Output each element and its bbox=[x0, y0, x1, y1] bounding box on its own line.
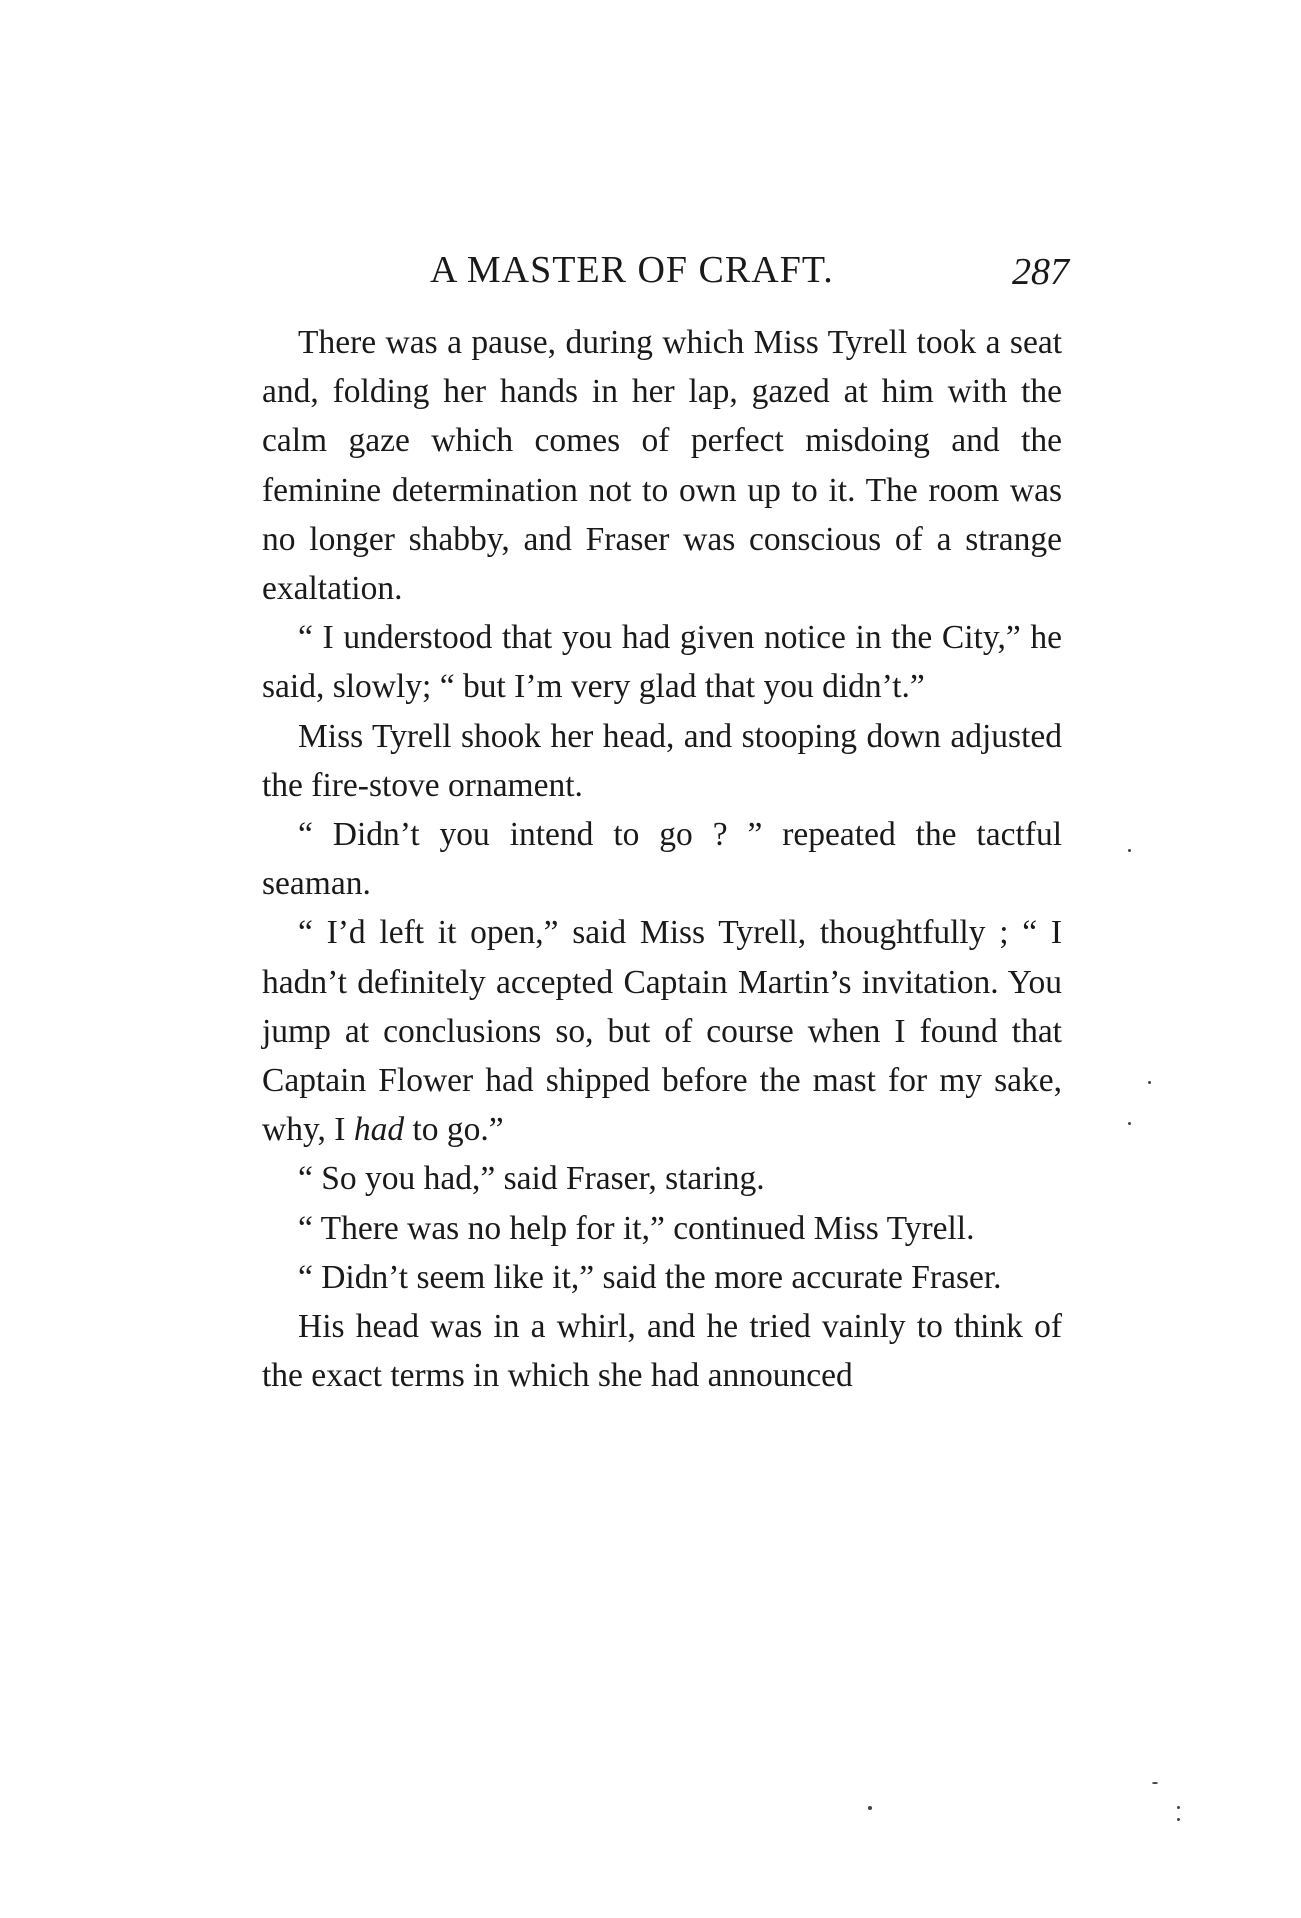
paragraph-text: His head was in a whirl, and he tried vainly to think of the exact terms in which she had announced bbox=[262, 1308, 1062, 1395]
scan-speck bbox=[1128, 849, 1131, 852]
paragraph-text: to go.” bbox=[404, 1111, 504, 1149]
paragraph-text: “ Didn’t seem like it,” said the more accurate Fraser. bbox=[298, 1258, 1002, 1296]
paragraph bbox=[262, 908, 1062, 1154]
paragraph-text: There was a pause, during which Miss Tyrell took a seat and, folding her hands in her lap, gazed at him with the calm gaze which comes of perfect misdoing and the feminine determination not to own up to it. The room was no longer shabby, and Fraser was conscious of a strange exaltation. bbox=[262, 324, 1062, 608]
paragraph-text: “ There was no help for it,” continued Miss Tyrell. bbox=[298, 1209, 975, 1247]
page-number: 287 bbox=[1012, 251, 1069, 293]
scan-speck bbox=[1177, 1818, 1180, 1821]
running-head bbox=[0, 245, 1301, 295]
paragraph-text: “ Didn’t you intend to go ? ” repeated the tactful seaman. bbox=[262, 816, 1062, 903]
paragraph bbox=[262, 1154, 1062, 1203]
scan-speck bbox=[1148, 1081, 1151, 1084]
scan-speck bbox=[1128, 1122, 1131, 1125]
emphasized-word: had bbox=[353, 1111, 405, 1149]
scan-speck bbox=[1177, 1806, 1180, 1809]
paragraph bbox=[262, 613, 1062, 711]
paragraph-text: “ I’d left it open,” said Miss Tyrell, thoughtfully ; “ I hadn’t definitely accepted Captain Martin’s invitation. You jump at conclusions so, but of course when I found that Captain Flower had shipped before the mast for my sake, why, I bbox=[262, 914, 1062, 1149]
paragraph bbox=[262, 810, 1062, 908]
paragraph-text: Miss Tyrell shook her head, and stooping down adjusted the fire-stove ornament. bbox=[262, 717, 1062, 804]
running-title: A MASTER OF CRAFT. bbox=[430, 249, 834, 291]
paragraph bbox=[262, 1253, 1062, 1302]
paragraph-text: “ I understood that you had given notice in the City,” he said, slowly; “ but I’m very glad that you didn’t.” bbox=[262, 619, 1062, 706]
scan-speck bbox=[1152, 1782, 1158, 1784]
paragraph bbox=[262, 1302, 1062, 1400]
scan-speck bbox=[868, 1806, 872, 1810]
body-text bbox=[262, 318, 1062, 1400]
paragraph bbox=[262, 318, 1062, 613]
paragraph bbox=[262, 712, 1062, 810]
paragraph-text: “ So you had,” said Fraser, staring. bbox=[298, 1160, 765, 1198]
paragraph bbox=[262, 1204, 1062, 1253]
